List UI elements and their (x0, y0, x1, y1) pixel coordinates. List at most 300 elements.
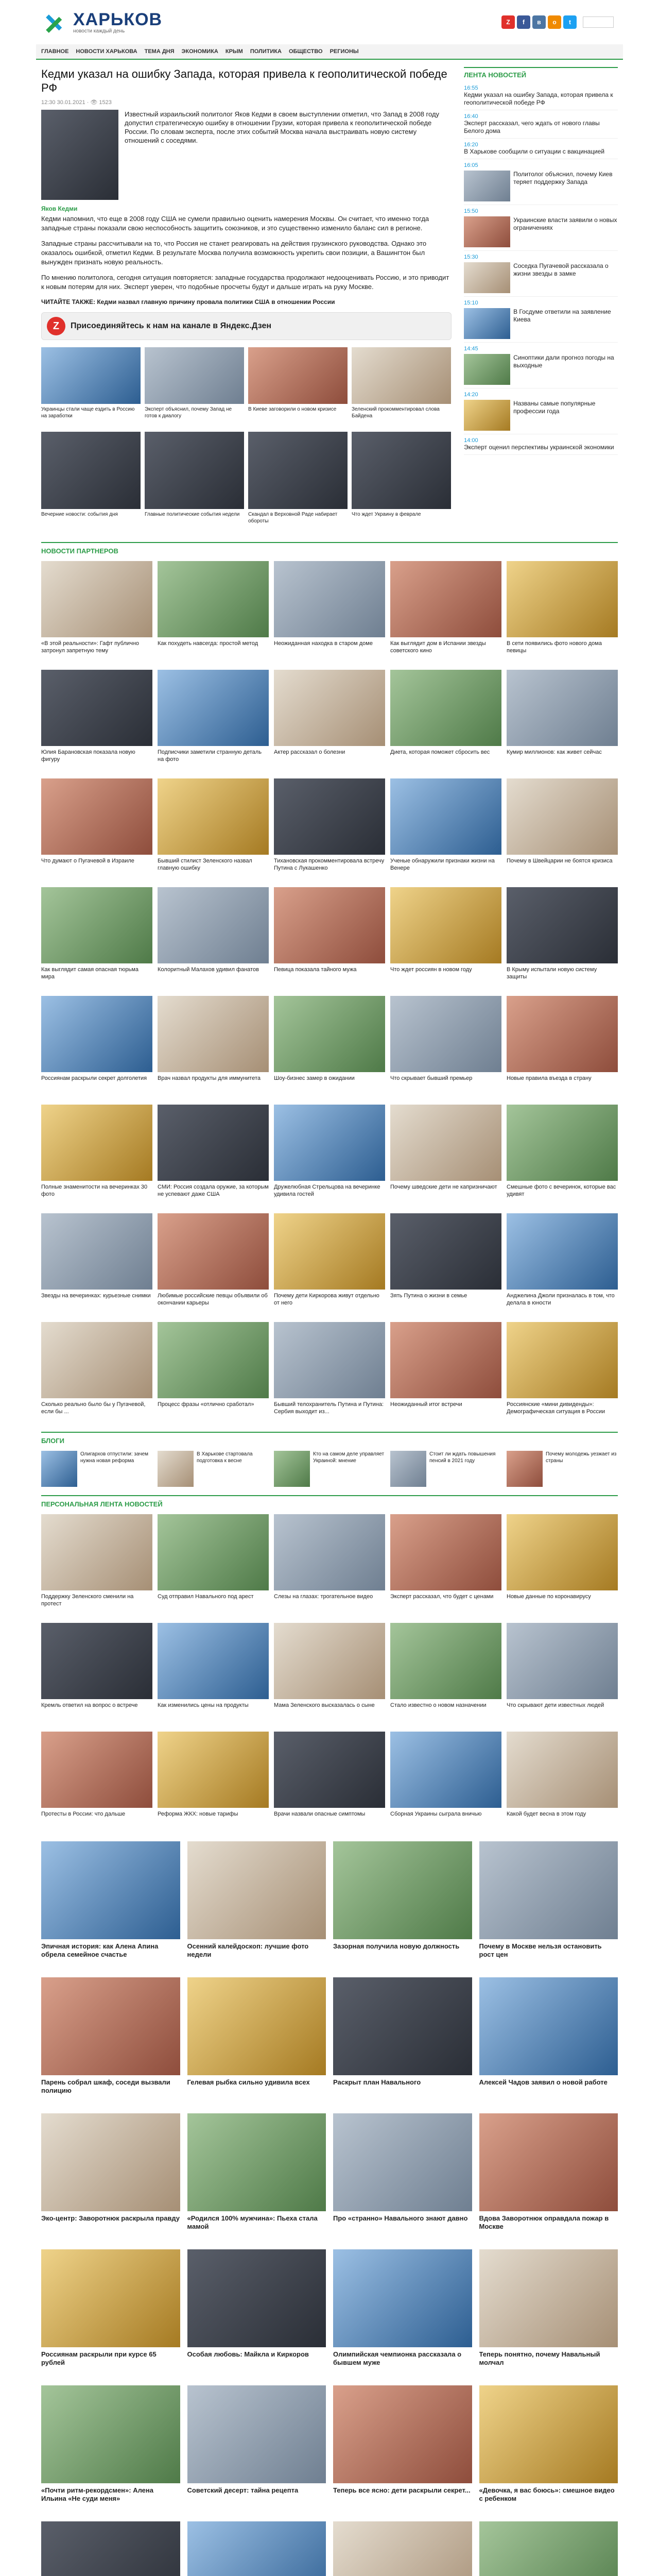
card-caption: Почему дети Киркорова живут отдельно от него (274, 1293, 379, 1306)
news-card[interactable] (274, 1105, 385, 1206)
card-caption: Реформа ЖКХ: новые тарифы (158, 1811, 238, 1817)
recommended-grid (36, 1836, 623, 2576)
card-caption: Россиянам раскрыли при курсе 65 рублей (41, 2350, 157, 2366)
card-image (390, 778, 501, 855)
news-card[interactable] (41, 1841, 180, 1968)
news-card[interactable] (507, 1213, 618, 1315)
news-card[interactable] (479, 2249, 618, 2376)
news-card[interactable] (390, 1105, 501, 1206)
related-caption: В Киеве заговорили о новом кризисе (248, 406, 337, 412)
news-card[interactable] (187, 1841, 326, 1968)
card-caption: Почему в Швейцарии не боятся кризиса (507, 858, 613, 864)
feed-image (464, 262, 510, 293)
news-card[interactable] (187, 2113, 326, 2240)
related-caption: Вечерние новости: события дня (41, 512, 118, 517)
feed-image (464, 171, 510, 201)
card-caption: Шоу-бизнес замер в ожидании (274, 1075, 355, 1081)
card-image (187, 2385, 326, 2483)
news-card[interactable] (390, 1732, 501, 1833)
feed-headline: Политолог объяснил, почему Киев теряет поддержку Запада (513, 171, 613, 185)
card-image (507, 996, 618, 1072)
card-caption: Осенний калейдоскоп: лучшие фото недели (187, 1942, 309, 1958)
card-image (158, 778, 269, 855)
card-image (507, 1623, 618, 1699)
card-image (333, 2113, 472, 2211)
card-caption: Алексей Чадов заявил о новой работе (479, 2078, 608, 2086)
card-image (507, 1451, 543, 1487)
news-card[interactable] (41, 2113, 180, 2240)
card-image (333, 1841, 472, 1939)
news-card[interactable] (158, 1213, 269, 1315)
search-input[interactable] (583, 16, 614, 28)
card-caption: Какой будет весна в этом году (507, 1811, 586, 1817)
card-image (274, 778, 385, 855)
card-caption: Смешные фото с вечеринок, которые вас удивят (507, 1184, 616, 1197)
nav-item[interactable]: ОБЩЕСТВО (288, 48, 323, 55)
related-image (41, 347, 141, 404)
vk-icon[interactable]: в (532, 15, 546, 29)
card-caption: Протесты в России: что дальше (41, 1811, 126, 1817)
feed-image (464, 308, 510, 339)
card-image (158, 1514, 269, 1590)
site-title: ХАРЬКОВ (73, 9, 163, 29)
card-image (41, 1322, 152, 1398)
news-card[interactable] (41, 1732, 152, 1833)
news-card[interactable] (187, 2521, 326, 2576)
news-card[interactable] (274, 1732, 385, 1833)
card-caption: Теперь все ясно: дети раскрыли секрет... (333, 2486, 471, 2494)
card-caption: Эксперт рассказал, что будет с ценами (390, 1594, 494, 1600)
card-caption: Зять Путина о жизни в семье (390, 1293, 467, 1299)
zen-icon: Z (47, 317, 65, 335)
news-card[interactable] (274, 887, 385, 989)
card-caption: Как выглядит дом в Испании звезды советского кино (390, 640, 486, 654)
article-meta: 12:30 30.01.2021 · 👁 1523 (41, 99, 112, 106)
card-image (41, 778, 152, 855)
nav-item[interactable]: КРЫМ (225, 48, 243, 55)
card-caption: Как выглядит самая опасная тюрьма мира (41, 967, 138, 980)
card-image (390, 1514, 501, 1590)
card-image (41, 561, 152, 637)
card-caption: Почему шведские дети не капризничают (390, 1184, 497, 1190)
news-card[interactable] (41, 1105, 152, 1206)
feed-time: 16:20 (464, 142, 478, 148)
blog-card[interactable] (41, 1451, 152, 1487)
news-card[interactable] (507, 1732, 618, 1833)
card-caption: Кремль ответил на вопрос о встрече (41, 1702, 138, 1708)
news-card[interactable] (274, 670, 385, 771)
news-card[interactable] (158, 1514, 269, 1616)
news-card[interactable] (507, 670, 618, 771)
news-card[interactable] (333, 2385, 472, 2512)
article-paragraph: Кедми напомнил, что еще в 2008 году США не сумели правильно оценить намерения Москвы. Он считает, что именно тогда западные страны показали свою неспособность защитить союзников, и это существенно изменило баланс сил в регионе. (41, 215, 429, 232)
related-image (41, 432, 141, 509)
card-caption: Суд отправил Навального под арест (158, 1594, 254, 1600)
nav-item[interactable]: ТЕМА ДНЯ (144, 48, 175, 55)
news-card[interactable] (333, 2249, 472, 2376)
card-caption: Дружелюбная Стрельцова на вечеринке удивила гостей (274, 1184, 380, 1197)
card-caption: Раскрыт план Навального (333, 2078, 421, 2086)
news-card[interactable] (41, 2385, 180, 2512)
news-card[interactable] (41, 1977, 180, 2104)
nav-item[interactable]: ГЛАВНОЕ (41, 48, 69, 55)
blog-card[interactable] (158, 1451, 269, 1487)
news-card[interactable] (41, 2249, 180, 2376)
related-card[interactable] (248, 347, 348, 427)
card-caption: Что скрывает бывший премьер (390, 1075, 473, 1081)
news-card[interactable] (41, 996, 152, 1097)
news-card[interactable] (333, 2521, 472, 2576)
news-card[interactable] (507, 561, 618, 663)
card-caption: Россиянам раскрыли секрет долголетия (41, 1075, 147, 1081)
feed-image (464, 400, 510, 431)
article-paragraph: По мнению политолога, сегодня ситуация повторяется: западные государства продолжают недооценивать Россию, и это приводит к новым потерям для них. Эксперт уверен, что подобные просчеты будут и дальше играть на руку Москве. (41, 274, 449, 291)
article (41, 67, 452, 537)
news-card[interactable] (187, 2385, 326, 2512)
author-photo (41, 110, 118, 200)
card-image (158, 1623, 269, 1699)
news-card[interactable] (158, 561, 269, 663)
sidebar-title: ЛЕНТА НОВОСТЕЙ (464, 67, 618, 82)
social-links (501, 15, 614, 29)
news-card[interactable] (187, 2249, 326, 2376)
related-card[interactable] (41, 347, 141, 427)
news-card[interactable] (41, 778, 152, 880)
news-card[interactable] (479, 2113, 618, 2240)
main-nav (36, 44, 623, 60)
news-card[interactable] (158, 1623, 269, 1724)
card-image (274, 1322, 385, 1398)
related-card[interactable] (352, 347, 451, 427)
card-image (507, 1322, 618, 1398)
news-card[interactable] (390, 778, 501, 880)
news-card[interactable] (479, 2521, 618, 2576)
news-card[interactable] (390, 1322, 501, 1423)
card-caption: Почему молодежь уезжает из страны (546, 1451, 617, 1464)
card-image (41, 1732, 152, 1808)
card-image (274, 1213, 385, 1290)
card-caption: Сборная Украины сыграла вничью (390, 1811, 482, 1817)
card-image (187, 2249, 326, 2347)
card-image (479, 1977, 618, 2075)
card-image (390, 1623, 501, 1699)
related-card[interactable] (145, 432, 244, 532)
nav-item[interactable]: ЭКОНОМИКА (181, 48, 218, 55)
nav-item[interactable]: РЕГИОНЫ (330, 48, 359, 55)
card-image (479, 2249, 618, 2347)
card-caption: В Харькове стартовала подготовка к весне (197, 1451, 253, 1464)
card-image (390, 1322, 501, 1398)
card-caption: Врачи назвали опасные симптомы (274, 1811, 366, 1817)
news-card[interactable] (41, 1623, 152, 1724)
news-card[interactable] (507, 1105, 618, 1206)
feed-item[interactable] (464, 434, 618, 455)
blog-card[interactable] (274, 1451, 385, 1487)
news-card[interactable] (390, 670, 501, 771)
feed-time: 16:40 (464, 113, 478, 120)
news-card[interactable] (479, 1841, 618, 1968)
card-image (274, 1105, 385, 1181)
related-caption: Скандал в Верховной Раде набирает обороты (248, 512, 338, 524)
card-image (274, 887, 385, 963)
card-caption: «В этой реальности»: Гафт публично затронул запретную тему (41, 640, 139, 654)
news-card[interactable] (479, 2385, 618, 2512)
card-caption: В сети появились фото нового дома певицы (507, 640, 602, 654)
feed-item[interactable] (464, 110, 618, 139)
card-image (507, 778, 618, 855)
ok-icon[interactable]: о (548, 15, 561, 29)
feed-headline: Синоптики дали прогноз погоды на выходные (513, 354, 614, 369)
card-caption: Подписчики заметили странную деталь на фото (158, 749, 262, 762)
news-card[interactable] (274, 1623, 385, 1724)
card-caption: Гелевая рыбка сильно удивила всех (187, 2078, 310, 2086)
feed-headline: В Харькове сообщили о ситуации с вакцинацией (464, 148, 605, 155)
card-caption: Что скрывают дети известных людей (507, 1702, 604, 1708)
card-caption: Тихановская прокомментировала встречу Путина с Лукашенко (274, 858, 385, 871)
article-paragraph: Западные страны рассчитывали на то, что Россия не станет реагировать на действия грузинского руководства. Однако это оказалось ошибкой, отметил Кедми. В результате Москва получила возможность укрепить свои позиции, а Вашингтон был вынужден признать новую реальность. (41, 240, 427, 266)
feed-item[interactable] (464, 251, 618, 297)
card-caption: Новые правила въезда в страну (507, 1075, 592, 1081)
card-image (333, 2521, 472, 2576)
card-image (41, 1105, 152, 1181)
feed-time: 15:10 (464, 300, 478, 306)
news-card[interactable] (158, 670, 269, 771)
feed-headline: Эксперт рассказал, чего ждать от нового главы Белого дома (464, 120, 600, 134)
news-card[interactable] (333, 1977, 472, 2104)
related-card[interactable] (248, 432, 348, 532)
card-image (187, 2521, 326, 2576)
header (36, 0, 623, 44)
card-image (333, 2249, 472, 2347)
card-image (507, 561, 618, 637)
card-image (41, 1451, 77, 1487)
news-card[interactable] (41, 887, 152, 989)
card-image (158, 1732, 269, 1808)
related-caption: Украинцы стали чаще ездить в Россию на заработки (41, 406, 135, 419)
card-image (333, 2385, 472, 2483)
news-card[interactable] (507, 778, 618, 880)
card-caption: Врач назвал продукты для иммунитета (158, 1075, 261, 1081)
related-caption: Зеленский прокомментировал слова Байдена (352, 406, 440, 419)
card-caption: Анджелина Джоли призналась в том, что делала в юности (507, 1293, 615, 1306)
card-caption: Неожиданная находка в старом доме (274, 640, 373, 647)
card-caption: Как похудеть навсегда: простой метод (158, 640, 258, 647)
card-image (41, 670, 152, 746)
news-card[interactable] (390, 1623, 501, 1724)
news-card[interactable] (41, 561, 152, 663)
card-image (187, 1841, 326, 1939)
news-card[interactable] (158, 996, 269, 1097)
blog-card[interactable] (390, 1451, 501, 1487)
nav-item[interactable]: ПОЛИТИКА (250, 48, 282, 55)
feed-item[interactable] (464, 82, 618, 110)
facebook-icon[interactable]: f (517, 15, 530, 29)
card-image (274, 1451, 310, 1487)
related-card[interactable] (41, 432, 141, 532)
news-card[interactable] (507, 996, 618, 1097)
news-card[interactable] (158, 1105, 269, 1206)
card-caption: Как изменились цены на продукты (158, 1702, 249, 1708)
news-card[interactable] (41, 1514, 152, 1616)
news-card[interactable] (274, 996, 385, 1097)
card-caption: Эко-центр: Заворотнюк раскрыла правду (41, 2214, 180, 2222)
news-card[interactable] (507, 1322, 618, 1423)
card-image (41, 996, 152, 1072)
blogs-title: БЛОГИ (41, 1432, 618, 1448)
card-caption: Россиянские «мини дивиденды»: Демографическая ситуация в России (507, 1401, 605, 1415)
card-caption: Певица показала тайного мужа (274, 967, 357, 973)
card-caption: Что думают о Пугачевой в Израиле (41, 858, 134, 864)
news-card[interactable] (507, 1623, 618, 1724)
card-caption: Поддержку Зеленского сменили на протест (41, 1594, 134, 1607)
feed-time: 14:45 (464, 346, 478, 352)
feed-item[interactable] (464, 205, 618, 251)
site-subtitle: новости каждый день (73, 28, 125, 34)
card-caption: Олимпийская чемпионка рассказала о бывшем муже (333, 2350, 462, 2366)
news-feed-sidebar (464, 67, 618, 537)
card-caption: «Родился 100% мужчина»: Пьеха стала мамой (187, 2214, 318, 2230)
feed-headline: В Госдуме ответили на заявление Киева (513, 308, 611, 323)
card-caption: Эпичная история: как Алена Апина обрела семейное счастье (41, 1942, 159, 1958)
news-card[interactable] (333, 2113, 472, 2240)
card-image (158, 996, 269, 1072)
news-card[interactable] (187, 1977, 326, 2104)
card-image (507, 887, 618, 963)
article-lead: Известный израильский политолог Яков Кедми в своем выступлении отметил, что Запад в 2008 году допустил стратегическую ошибку в отношении Грузии, которая привела к геополитической победе России. По словам эксперта, после этих событий Москва начала выстраивать новую систему отношений с соседями. (125, 110, 440, 144)
news-card[interactable] (274, 1514, 385, 1616)
card-image (187, 2113, 326, 2211)
card-image (41, 2113, 180, 2211)
card-image (390, 1105, 501, 1181)
news-card[interactable] (274, 778, 385, 880)
feed-headline: Эксперт оценил перспективы украинской экономики (464, 444, 614, 451)
zen-subscribe-banner[interactable] (41, 312, 452, 340)
feed-time: 14:00 (464, 437, 478, 444)
related-card[interactable] (145, 347, 244, 427)
news-card[interactable] (507, 887, 618, 989)
partners-grid (36, 558, 623, 1427)
zen-banner-text: Присоединяйтесь к нам на канале в Яндекс.Дзен (71, 321, 272, 330)
card-caption: Почему в Москве нельзя остановить рост цен (479, 1942, 602, 1958)
card-image (479, 2113, 618, 2211)
related-image (248, 432, 348, 509)
card-caption: Юлия Барановская показала новую фигуру (41, 749, 135, 762)
article-title: Кедми указал на ошибку Запада, которая привела к геополитической победе РФ (41, 67, 447, 94)
card-caption: Зазорная получила новую должность (333, 1942, 460, 1950)
news-card[interactable] (41, 2521, 180, 2576)
card-image (158, 1451, 194, 1487)
card-image (41, 2521, 180, 2576)
card-caption: «Девочка, я вас боюсь»: смешное видео с ребенком (479, 2486, 615, 2502)
card-image (390, 670, 501, 746)
news-card[interactable] (390, 996, 501, 1097)
card-image (390, 561, 501, 637)
card-caption: Слезы на глазах: трогательное видео (274, 1594, 373, 1600)
card-image (158, 670, 269, 746)
feed-item[interactable] (464, 388, 618, 434)
news-card[interactable] (158, 1322, 269, 1423)
card-image (41, 2249, 180, 2347)
related-caption: Что ждет Украину в феврале (352, 512, 421, 517)
card-image (274, 1623, 385, 1699)
news-card[interactable] (390, 887, 501, 989)
news-card[interactable] (158, 1732, 269, 1833)
card-caption: Кумир миллионов: как живет сейчас (507, 749, 602, 755)
card-image (507, 670, 618, 746)
partners-title: НОВОСТИ ПАРТНЕРОВ (41, 542, 618, 558)
twitter-icon[interactable]: t (563, 15, 577, 29)
card-caption: Ученые обнаружили признаки жизни на Венере (390, 858, 495, 871)
news-card[interactable] (274, 561, 385, 663)
news-card[interactable] (479, 1977, 618, 2104)
related-image (145, 432, 244, 509)
blog-card[interactable] (507, 1451, 618, 1487)
card-image (390, 1451, 426, 1487)
feed-time: 15:50 (464, 208, 478, 214)
feed-item[interactable] (464, 159, 618, 205)
news-card[interactable] (507, 1514, 618, 1616)
feed-item[interactable] (464, 139, 618, 159)
card-image (390, 1732, 501, 1808)
feed-item[interactable] (464, 343, 618, 388)
news-card[interactable] (41, 1322, 152, 1423)
read-also-link[interactable]: ЧИТАЙТЕ ТАКЖЕ: Кедми назвал главную причину провала политики США в отношении России (41, 298, 335, 306)
card-image (41, 2385, 180, 2483)
site-logo[interactable] (45, 11, 162, 34)
news-card[interactable] (274, 1322, 385, 1423)
personal-grid (36, 1511, 623, 1836)
news-card[interactable] (390, 561, 501, 663)
card-caption: СМИ: Россия создала оружие, за которым не успевают даже США (158, 1184, 269, 1197)
card-image (274, 1514, 385, 1590)
news-card[interactable] (333, 1841, 472, 1968)
article-author[interactable]: Яков Кедми (41, 205, 78, 212)
card-image (507, 1732, 618, 1808)
feed-headline: Соседка Пугачевой рассказала о жизни звезды в замке (513, 262, 609, 277)
card-image (41, 1977, 180, 2075)
card-image (390, 996, 501, 1072)
news-card[interactable] (158, 778, 269, 880)
news-card[interactable] (390, 1213, 501, 1315)
news-card[interactable] (274, 1213, 385, 1315)
nav-item[interactable]: НОВОСТИ ХАРЬКОВА (76, 48, 137, 55)
card-image (274, 670, 385, 746)
news-card[interactable] (41, 670, 152, 771)
blogs-row (36, 1448, 623, 1490)
news-card[interactable] (390, 1514, 501, 1616)
card-caption: В Крыму испытали новую систему защиты (507, 967, 597, 980)
card-caption: Вдова Заворотнюк оправдала пожар в Москве (479, 2214, 609, 2230)
news-card[interactable] (41, 1213, 152, 1315)
card-image (507, 1105, 618, 1181)
feed-time: 16:05 (464, 162, 478, 168)
card-image (41, 1841, 180, 1939)
related-card[interactable] (352, 432, 451, 532)
feed-item[interactable] (464, 297, 618, 343)
feed-time: 16:55 (464, 85, 478, 91)
card-image (333, 1977, 472, 2075)
yandex-zen-icon[interactable]: Z (501, 15, 515, 29)
card-image (274, 561, 385, 637)
card-caption: Полные знаменитости на вечеринках 30 фото (41, 1184, 148, 1197)
card-image (479, 1841, 618, 1939)
card-image (479, 2521, 618, 2576)
card-caption: Мама Зеленского высказалась о сыне (274, 1702, 375, 1708)
card-image (187, 1977, 326, 2075)
news-card[interactable] (158, 887, 269, 989)
card-image (158, 1322, 269, 1398)
card-caption: Что ждет россиян в новом году (390, 967, 472, 973)
